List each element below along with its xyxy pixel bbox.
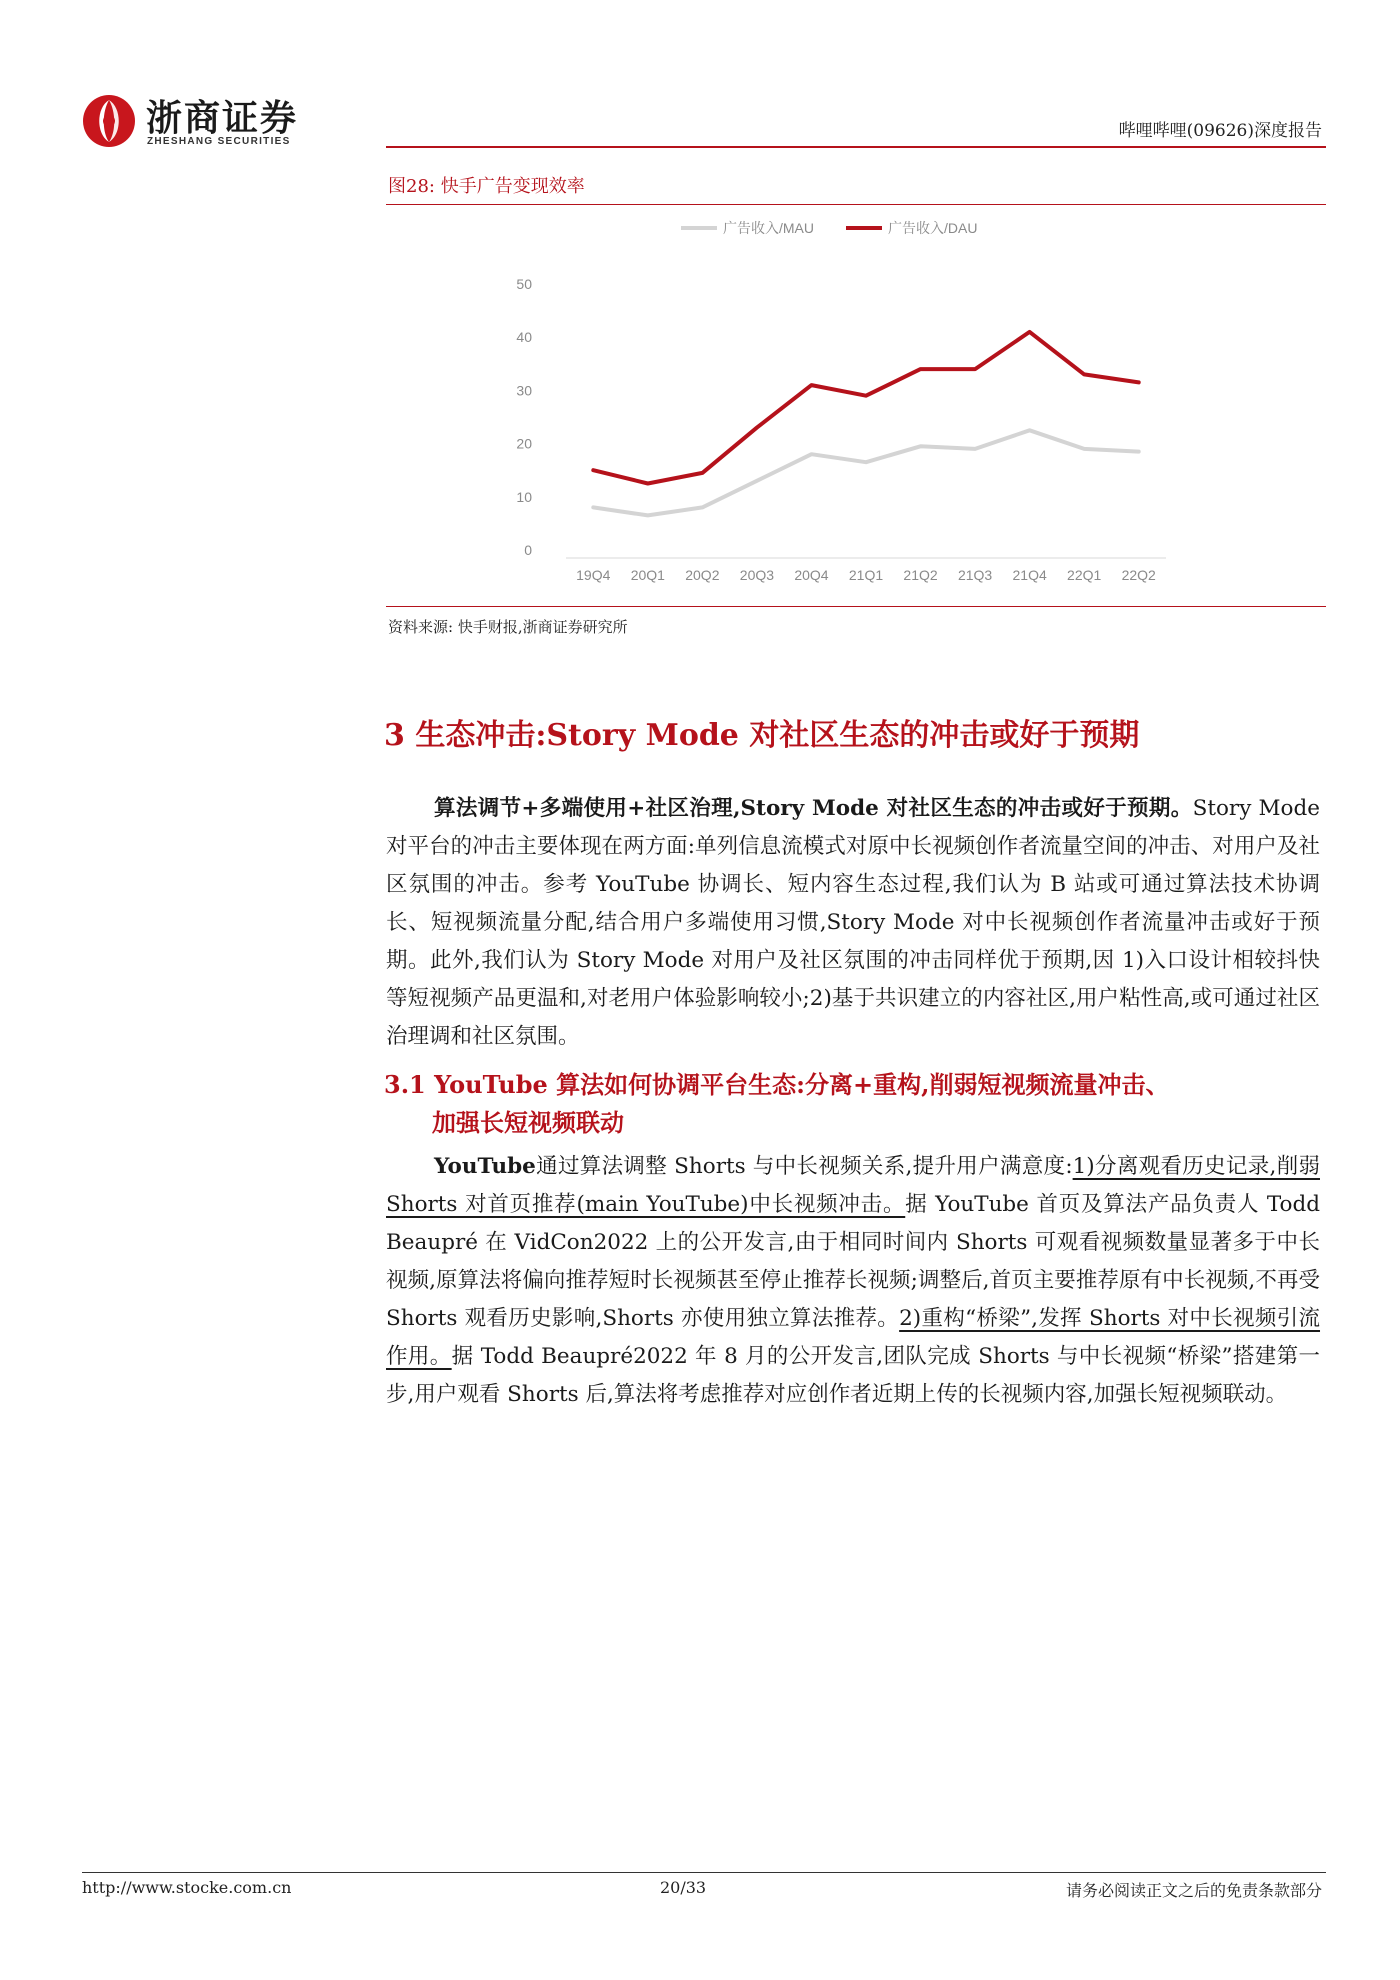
footer-divider: [82, 1872, 1326, 1873]
logo-text-en: ZHESHANG SECURITIES: [147, 136, 291, 147]
figure-bottom-rule: [386, 606, 1326, 607]
y-tick-label: 40: [516, 329, 532, 346]
x-tick-label: 21Q2: [903, 567, 938, 583]
y-tick-label: 20: [516, 435, 532, 452]
series-line-1: [593, 430, 1138, 515]
logo-mark-icon: [82, 94, 136, 148]
section-3-1-text-1: 通过算法调整 Shorts 与中长视频关系,提升用户满意度:: [535, 1154, 1073, 1179]
y-tick-label: 50: [516, 276, 532, 292]
footer-disclaimer: 请务必阅读正文之后的免责条款部分: [1065, 1881, 1322, 1900]
header-divider: [386, 146, 1326, 148]
legend-label-1: 广告收入/MAU: [723, 220, 814, 236]
section-3-1-text-2: 据 YouTube 首页及算法产品负责人 Todd Beaupré 在 VidCon2022 上的公开发言,由于相同时间内 Shorts 可观看视频数量显著多于中长视频,原算法将偏向推荐短时长视频甚至停止推荐长视频;调整后,首页主要推荐原有中长视频,不再受 Shorts 观看历史影响,Shorts 亦使用独立算法推荐。: [386, 1192, 1320, 1331]
page-number: 20/33: [660, 1878, 707, 1897]
y-tick-label: 0: [524, 542, 532, 558]
section-3-1-heading-line2: 加强长短视频联动: [432, 1108, 624, 1137]
section-3-1-heading-line1: 3.1 YouTube 算法如何协调平台生态:分离+重构,削弱短视频流量冲击、: [384, 1070, 1170, 1099]
company-logo: [82, 88, 302, 154]
x-tick-label: 19Q4: [576, 567, 611, 583]
section-3-heading: 3 生态冲击:Story Mode 对社区生态的冲击或好于预期: [384, 718, 1140, 753]
logo-text-cn: 浙商证券: [146, 98, 299, 139]
section-3-1-heading: [384, 1066, 1324, 1142]
x-tick-label: 22Q1: [1067, 567, 1102, 583]
legend-label-2: 广告收入/DAU: [888, 220, 978, 236]
figure-source: 资料来源: 快手财报,浙商证券研究所: [388, 618, 628, 636]
section-3-paragraph: [386, 790, 1320, 1056]
section-3-1-lead: YouTube: [434, 1154, 536, 1179]
section-3-1-text-3: 据 Todd Beaupré2022 年 8 月的公开发言,团队完成 Shorts 与中长视频“桥梁”搭建第一步,用户观看 Shorts 后,算法将考虑推荐对应创作者近期上传的长视频内容,加强长短视频联动。: [386, 1344, 1320, 1407]
x-tick-label: 20Q2: [685, 567, 720, 583]
x-tick-label: 20Q3: [739, 567, 775, 583]
section-3-1-underlined-2: 2)重构“桥梁”,发挥 Shorts 对中长视频引流作用。: [386, 1306, 1321, 1369]
section-3-text: Story Mode 对平台的冲击主要体现在两方面:单列信息流模式对原中长视频创作者流量空间的冲击、对用户及社区氛围的冲击。参考 YouTube 协调长、短内容生态过程,我们认为 B 站或可通过算法技术协调长、短视频流量分配,结合用户多端使用习惯,Story Mode 对中长视频创作者流量冲击或好于预期。此外,我们认为 Story Mode 对用户及社区氛围的冲击同样优于预期,因 1)入口设计相较抖快等短视频产品更温和,对老用户体验影响较小;2)基于共识建立的内容社区,用户粘性高,或可通过社区治理调和社区氛围。: [386, 796, 1320, 1049]
ad-monetization-chart: [386, 212, 1326, 602]
x-tick-label: 21Q3: [957, 567, 993, 583]
section-3-lead: 算法调节+多端使用+社区治理,Story Mode 对社区生态的冲击或好于预期。: [434, 796, 1193, 821]
y-tick-label: 10: [516, 488, 532, 505]
report-title: 哔哩哔哩(09626)深度报告: [1118, 121, 1322, 141]
figure-caption: 图28: 快手广告变现效率: [388, 176, 585, 197]
x-tick-label: 20Q4: [794, 567, 829, 583]
section-3-1-paragraph: [386, 1148, 1320, 1414]
y-tick-label: 30: [516, 382, 532, 399]
x-tick-label: 21Q4: [1012, 567, 1047, 583]
x-tick-label: 21Q1: [848, 567, 884, 583]
x-tick-label: 20Q1: [630, 567, 665, 583]
x-tick-label: 22Q2: [1121, 567, 1156, 583]
figure-top-rule: [386, 204, 1326, 205]
section-3-1-underlined-1: 1)分离观看历史记录,削弱 Shorts 对首页推荐(main YouTube)中长视频冲击。: [386, 1154, 1320, 1217]
footer-url[interactable]: http://www.stocke.com.cn: [82, 1878, 292, 1897]
